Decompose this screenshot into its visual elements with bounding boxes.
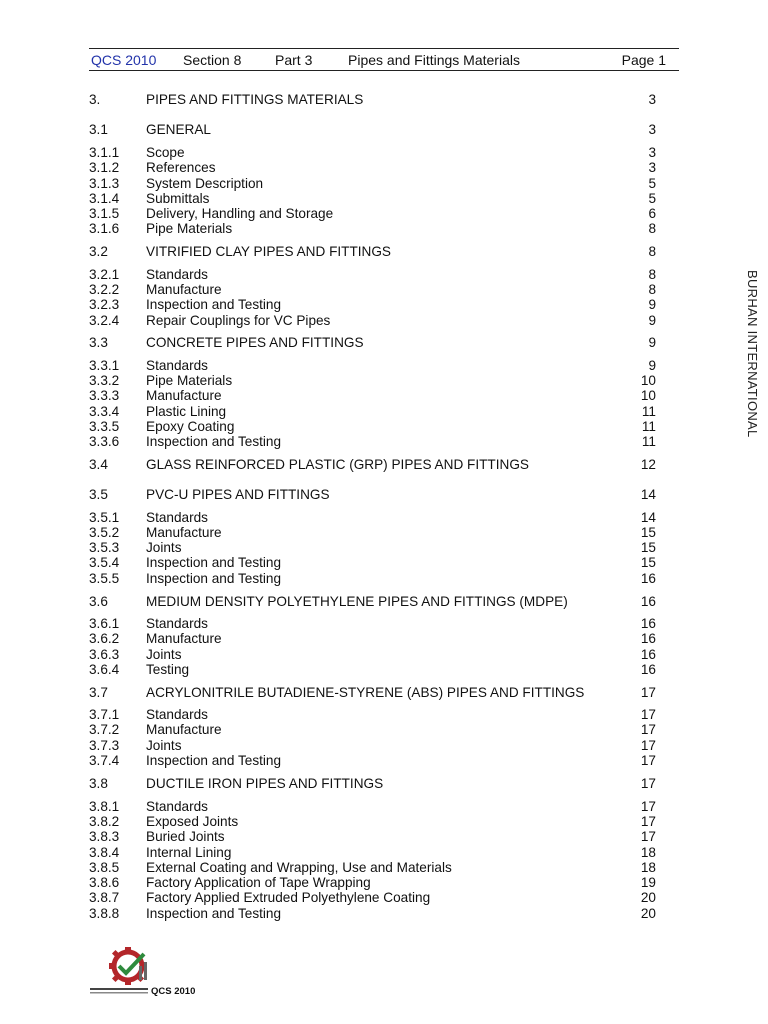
toc-number: 3.2.4 [89,313,120,328]
toc-title: Standards [146,707,208,722]
toc-title: Joints [146,540,182,555]
toc-title: Scope [146,145,185,160]
toc-title: System Description [146,176,264,191]
header-qcs: QCS 2010 [91,52,157,68]
toc-row [89,358,656,374]
toc-page-number: 5 [648,176,656,191]
toc-title: Plastic Lining [146,404,227,419]
toc-page-number: 8 [648,221,656,236]
toc-title: Joints [146,647,182,662]
toc-page-number: 12 [640,457,656,472]
toc-number: 3.8.2 [89,814,120,829]
toc-number: 3.1 [89,122,108,137]
toc-number: 3.1.5 [89,206,120,221]
toc-row [89,373,656,389]
toc-title: CONCRETE PIPES AND FITTINGS [146,335,364,350]
toc-row [89,145,656,161]
toc-page-number: 9 [648,313,656,328]
toc-number: 3.5 [89,487,108,502]
toc-page-number: 19 [640,875,656,890]
toc-row [89,244,656,260]
toc-page-number: 11 [641,419,656,434]
toc-number: 3.1.1 [89,145,120,160]
header-title: Pipes and Fittings Materials [348,52,520,68]
toc-page-number: 10 [640,373,656,388]
toc-title: Inspection and Testing [146,434,282,449]
toc-number: 3.6 [89,594,108,609]
toc-row [89,875,656,891]
toc-number: 3.3 [89,335,108,350]
toc-title: Manufacture [146,631,222,646]
toc-title: GLASS REINFORCED PLASTIC (GRP) PIPES AND FITTINGS [146,457,529,472]
toc-number: 3.1.4 [89,191,120,206]
toc-row [89,799,656,815]
toc-page-number: 17 [640,738,656,753]
toc-title: Inspection and Testing [146,297,282,312]
toc-row [89,707,656,723]
toc-number: 3.7.1 [89,707,120,722]
toc-page-number: 17 [640,799,656,814]
toc-row [89,92,656,108]
toc-number: 3.8.8 [89,906,120,921]
toc-title: Repair Couplings for VC Pipes [146,313,331,328]
toc-page-number: 17 [640,707,656,722]
toc-page-number: 16 [640,631,656,646]
toc-number: 3.6.3 [89,647,120,662]
toc-row [89,282,656,298]
toc-page-number: 3 [648,145,656,160]
toc-title: Factory Application of Tape Wrapping [146,875,371,890]
toc-number: 3.6.4 [89,662,120,677]
toc-page-number: 17 [640,722,656,737]
toc-title: VITRIFIED CLAY PIPES AND FITTINGS [146,244,391,259]
toc-title: Standards [146,799,208,814]
toc-row [89,176,656,192]
toc-row [89,845,656,861]
toc-page-number: 16 [640,616,656,631]
toc-title: Joints [146,738,182,753]
toc-row [89,487,656,503]
toc-row [89,404,656,420]
toc-row [89,206,656,222]
toc-number: 3.3.2 [89,373,120,388]
toc-number: 3.3.6 [89,434,120,449]
toc-page-number: 18 [640,860,656,875]
toc-row [89,297,656,313]
toc-title: Pipe Materials [146,373,233,388]
toc-page-number: 18 [640,845,656,860]
header-part: Part 3 [275,52,313,68]
toc-title: MEDIUM DENSITY POLYETHYLENE PIPES AND FITTINGS (MDPE) [146,594,568,609]
toc-number: 3.2.3 [89,297,120,312]
toc-row [89,388,656,404]
toc-title: Manufacture [146,388,222,403]
toc-number: 3.6.1 [89,616,120,631]
toc-number: 3.7 [89,685,108,700]
toc-number: 3.3.3 [89,388,120,403]
toc-page-number: 9 [648,335,656,350]
toc-row [89,419,656,435]
toc-row [89,890,656,906]
toc-title: Buried Joints [146,829,225,844]
toc-title: Testing [146,662,190,677]
toc-number: 3.8.1 [89,799,120,814]
toc-number: 3.6.2 [89,631,120,646]
toc-row [89,738,656,754]
toc-row [89,662,656,678]
footer-logo-text: QCS 2010 [151,986,196,997]
toc-row [89,860,656,876]
toc-page-number: 17 [640,829,656,844]
toc-row [89,829,656,845]
toc-number: 3.7.3 [89,738,120,753]
toc-title: ACRYLONITRILE BUTADIENE-STYRENE (ABS) PIPES AND FITTINGS [146,685,585,700]
toc-page-number: 8 [648,244,656,259]
header-page: Page 1 [621,52,666,68]
toc-row [89,616,656,632]
toc-page-number: 11 [641,404,656,419]
toc-title: Inspection and Testing [146,906,282,921]
toc-row [89,906,656,922]
toc-row [89,122,656,138]
toc-row [89,540,656,556]
toc-title: GENERAL [146,122,211,137]
toc-page-number: 16 [640,571,656,586]
toc-title: Standards [146,267,208,282]
toc-page-number: 16 [640,647,656,662]
toc-title: Factory Applied Extruded Polyethylene Coating [146,890,431,905]
toc-number: 3.3.1 [89,358,120,373]
toc-page-number: 5 [648,191,656,206]
toc-page-number: 6 [648,206,656,221]
toc-title: Exposed Joints [146,814,239,829]
toc-number: 3.8.4 [89,845,120,860]
toc-title: Inspection and Testing [146,555,282,570]
toc-title: Delivery, Handling and Storage [146,206,334,221]
toc-page-number: 8 [648,282,656,297]
toc-title: Manufacture [146,525,222,540]
toc-number: 3. [89,92,101,107]
toc-title: PIPES AND FITTINGS MATERIALS [146,92,364,107]
toc-page-number: 14 [640,510,656,525]
toc-row [89,221,656,237]
toc-number: 3.3.4 [89,404,120,419]
toc-row [89,647,656,663]
toc-row [89,525,656,541]
toc-page-number: 20 [640,890,656,905]
toc-number: 3.2 [89,244,108,259]
toc-number: 3.8 [89,776,108,791]
toc-page-number: 16 [640,662,656,677]
toc-title: Manufacture [146,282,222,297]
toc-row [89,776,656,792]
toc-page-number: 16 [640,594,656,609]
toc-title: Pipe Materials [146,221,233,236]
toc-number: 3.2.1 [89,267,120,282]
toc-title: Standards [146,358,208,373]
toc-title: External Coating and Wrapping, Use and Materials [146,860,452,875]
toc-number: 3.5.3 [89,540,120,555]
toc-title: Standards [146,510,208,525]
toc-number: 3.7.4 [89,753,120,768]
toc-page-number: 17 [640,753,656,768]
toc-number: 3.1.2 [89,160,120,175]
toc-row [89,685,656,701]
toc-page-number: 14 [640,487,656,502]
toc-title: DUCTILE IRON PIPES AND FITTINGS [146,776,384,791]
toc-row [89,160,656,176]
toc-row [89,814,656,830]
toc-page-number: 20 [640,906,656,921]
toc-title: Epoxy Coating [146,419,235,434]
toc-title: Internal Lining [146,845,232,860]
toc-page-number: 8 [648,267,656,282]
toc-page-number: 3 [648,122,656,137]
toc-page-number: 17 [640,776,656,791]
toc-number: 3.4 [89,457,108,472]
toc-page-number: 15 [640,540,656,555]
toc-row [89,313,656,329]
toc-page-number: 3 [648,160,656,175]
toc-page-number: 17 [640,814,656,829]
toc-title: Submittals [146,191,210,206]
toc-number: 3.1.6 [89,221,120,236]
toc-number: 3.5.1 [89,510,120,525]
toc-row [89,191,656,207]
toc-number: 3.8.7 [89,890,120,905]
toc-number: 3.5.5 [89,571,120,586]
toc-number: 3.3.5 [89,419,120,434]
toc-number: 3.1.3 [89,176,120,191]
toc-row [89,510,656,526]
toc-page-number: 15 [640,555,656,570]
toc-row [89,594,656,610]
toc-row [89,457,656,473]
toc-row [89,631,656,647]
toc-page-number: 9 [648,297,656,312]
toc-number: 3.8.6 [89,875,120,890]
toc-number: 3.2.2 [89,282,120,297]
toc-row [89,753,656,769]
toc-number: 3.7.2 [89,722,120,737]
toc-page-number: 3 [648,92,656,107]
toc-page-number: 17 [640,685,656,700]
toc-title: Inspection and Testing [146,753,282,768]
side-watermark-text: BURHAN INTERNATIONAL [745,270,760,438]
toc-row [89,434,656,450]
toc-page-number: 15 [640,525,656,540]
toc-page-number: 11 [641,434,656,449]
toc-title: Manufacture [146,722,222,737]
toc-title: References [146,160,216,175]
toc-row [89,267,656,283]
toc-row [89,571,656,587]
toc-number: 3.5.4 [89,555,120,570]
toc-page-number: 10 [640,388,656,403]
toc-title: Standards [146,616,208,631]
toc-row [89,555,656,571]
header-section: Section 8 [183,52,242,68]
toc-row [89,335,656,351]
toc-row [89,722,656,738]
page-header [89,48,679,71]
toc-number: 3.8.3 [89,829,120,844]
toc-title: PVC-U PIPES AND FITTINGS [146,487,330,502]
toc-page-number: 9 [648,358,656,373]
toc-title: Inspection and Testing [146,571,282,586]
toc-number: 3.5.2 [89,525,120,540]
toc-number: 3.8.5 [89,860,120,875]
